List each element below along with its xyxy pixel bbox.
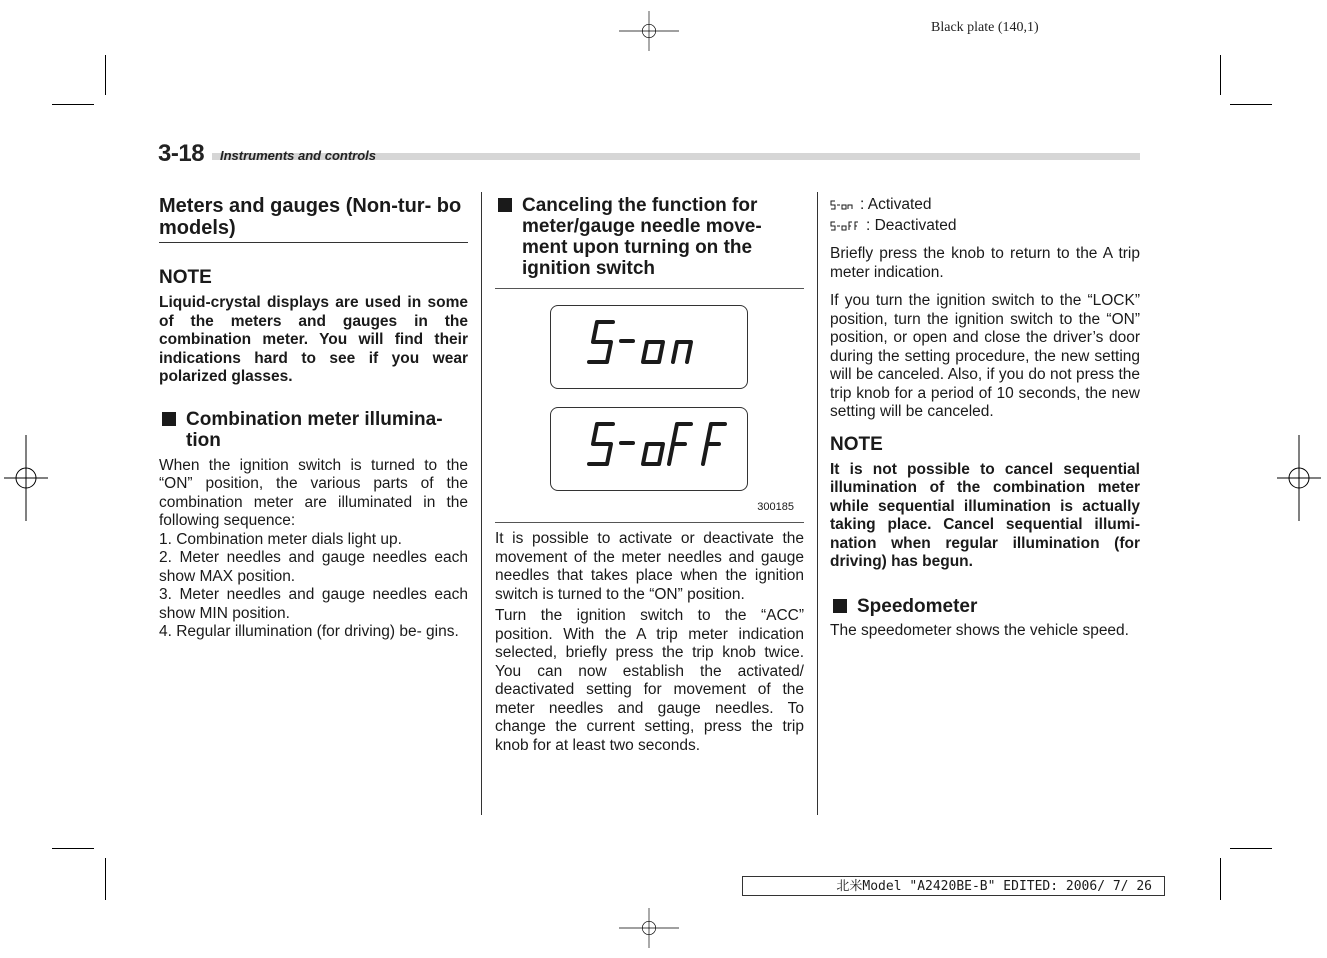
registration-mark-icon (1277, 435, 1321, 521)
legend-deactivated-text: : Deactivated (866, 217, 957, 234)
paragraph: It is possible to activate or deactivate the movement of the meter needles and gauge needles that takes place when the ignition switch is turned to the “ON” position. (495, 530, 804, 603)
subsection-title: Canceling the function for meter/gauge needle move- ment upon turning on the ignition switch (522, 195, 762, 279)
legend-deactivated (830, 216, 1140, 236)
paragraph: When the ignition switch is turned to the “ON” position, the various parts of the combination meter are illuminated in the following sequence: (159, 456, 468, 529)
subsection-heading (830, 596, 1140, 617)
crop-mark (105, 858, 106, 900)
lcd-s-off-icon (587, 416, 737, 478)
legend-activated-text: : Activated (860, 196, 932, 213)
list-item: 2. Meter needles and gauge needles each show MAX position. (159, 549, 468, 585)
figure-id: 300185 (757, 500, 794, 513)
column-right (830, 195, 1140, 640)
subsection-heading (495, 195, 804, 279)
crop-mark (105, 55, 106, 95)
square-bullet-icon (162, 412, 176, 426)
note-text: Liquid-crystal displays are used in some of the meters and gauges in the combination meter. You will find their indications hard to see if you wear polarized glasses. (159, 294, 468, 385)
column-left (159, 195, 468, 642)
crop-mark (1220, 858, 1221, 900)
page-number: 3-18 (158, 140, 205, 167)
lcd-display-off (550, 407, 748, 491)
subsection-title: Speedometer (857, 595, 978, 617)
list-item: 4. Regular illumination (for driving) be- gins. (159, 623, 459, 640)
plate-label: Black plate (140,1) (931, 20, 1039, 35)
edit-stamp: 北米Model "A2420BE-B" EDITED: 2006/ 7/ 26 (742, 876, 1165, 896)
note-heading: NOTE (159, 267, 212, 288)
crop-mark (1230, 848, 1272, 849)
square-bullet-icon (833, 599, 847, 613)
crop-mark (52, 848, 94, 849)
square-bullet-icon (498, 198, 512, 212)
note-heading: NOTE (830, 433, 883, 455)
list-item: 3. Meter needles and gauge needles each show MIN position. (159, 586, 468, 622)
column-divider (481, 192, 482, 815)
subsection-heading (159, 409, 468, 451)
registration-mark-icon (619, 898, 679, 958)
section-title: Instruments and controls (220, 148, 377, 163)
subsection-title: Combination meter illumina- tion (186, 408, 443, 451)
registration-mark-icon (4, 435, 48, 521)
column-middle (495, 195, 804, 755)
registration-mark-icon (619, 1, 679, 61)
paragraph: Turn the ignition switch to the “ACC” position. With the A trip meter indication selected, briefly press the trip knob twice. You can now establish the activated/ deactivated setting for movement of the meter needles and gauge needles. To change the current setting, press the trip knob for at least two seconds. (495, 607, 804, 754)
lcd-s-on-icon (830, 200, 856, 210)
page-heading: Meters and gauges (Non-tur- bo models) (159, 195, 468, 243)
column-divider (817, 192, 818, 815)
crop-mark (52, 104, 94, 105)
list-item: 1. Combination meter dials light up. (159, 530, 402, 548)
legend-activated (830, 195, 1140, 215)
paragraph: The speedometer shows the vehicle speed. (830, 621, 1129, 639)
crop-mark (1230, 104, 1272, 105)
note-text: It is not possible to cancel sequential illumination of the combination meter while sequential illumination is actually taking place. Cancel sequential illumi- nation when regular illumination (for driving) has begun. (830, 460, 1140, 570)
lcd-figure (495, 288, 804, 523)
lcd-s-off-icon (830, 221, 862, 231)
lcd-display-on (550, 305, 748, 389)
lcd-s-on-icon (587, 314, 717, 376)
crop-mark (1220, 55, 1221, 95)
paragraph: Briefly press the knob to return to the A trip meter indication. (830, 245, 1140, 281)
paragraph: If you turn the ignition switch to the “LOCK” position, turn the ignition switch to the “ON” position, or open and close the driver’s door during the setting procedure, the new setting will be canceled. Also, if you do not press the trip knob for a period of 10 seconds, the new setting will be canceled. (830, 292, 1140, 420)
